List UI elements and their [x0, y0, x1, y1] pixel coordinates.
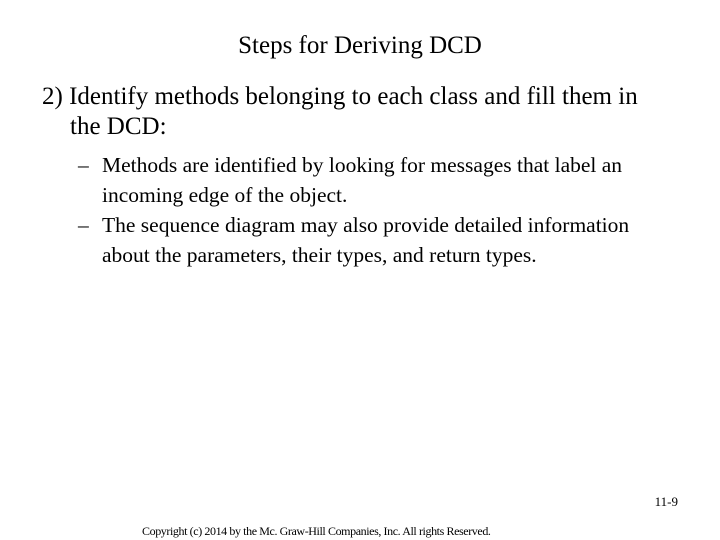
- copyright-footer: Copyright (c) 2014 by the Mc. Graw-Hill Companies, Inc. All rights Reserved.: [142, 524, 491, 538]
- sub-point: [78, 210, 668, 270]
- slide-title: Steps for Deriving DCD: [238, 32, 482, 59]
- page-number: 11-9: [654, 494, 678, 509]
- main-point: 2) Identify methods belonging to each class and fill them in the DCD:: [42, 83, 638, 140]
- sub-point-list: [78, 150, 668, 270]
- sub-point-text: Methods are identified by looking for messages that label an incoming edge of the object.: [102, 153, 623, 207]
- sub-point: [78, 150, 668, 210]
- dash-bullet: –: [78, 153, 89, 177]
- dash-bullet: –: [78, 213, 89, 237]
- sub-point-text: The sequence diagram may also provide detailed information about the parameters, their types, and return types.: [102, 213, 630, 267]
